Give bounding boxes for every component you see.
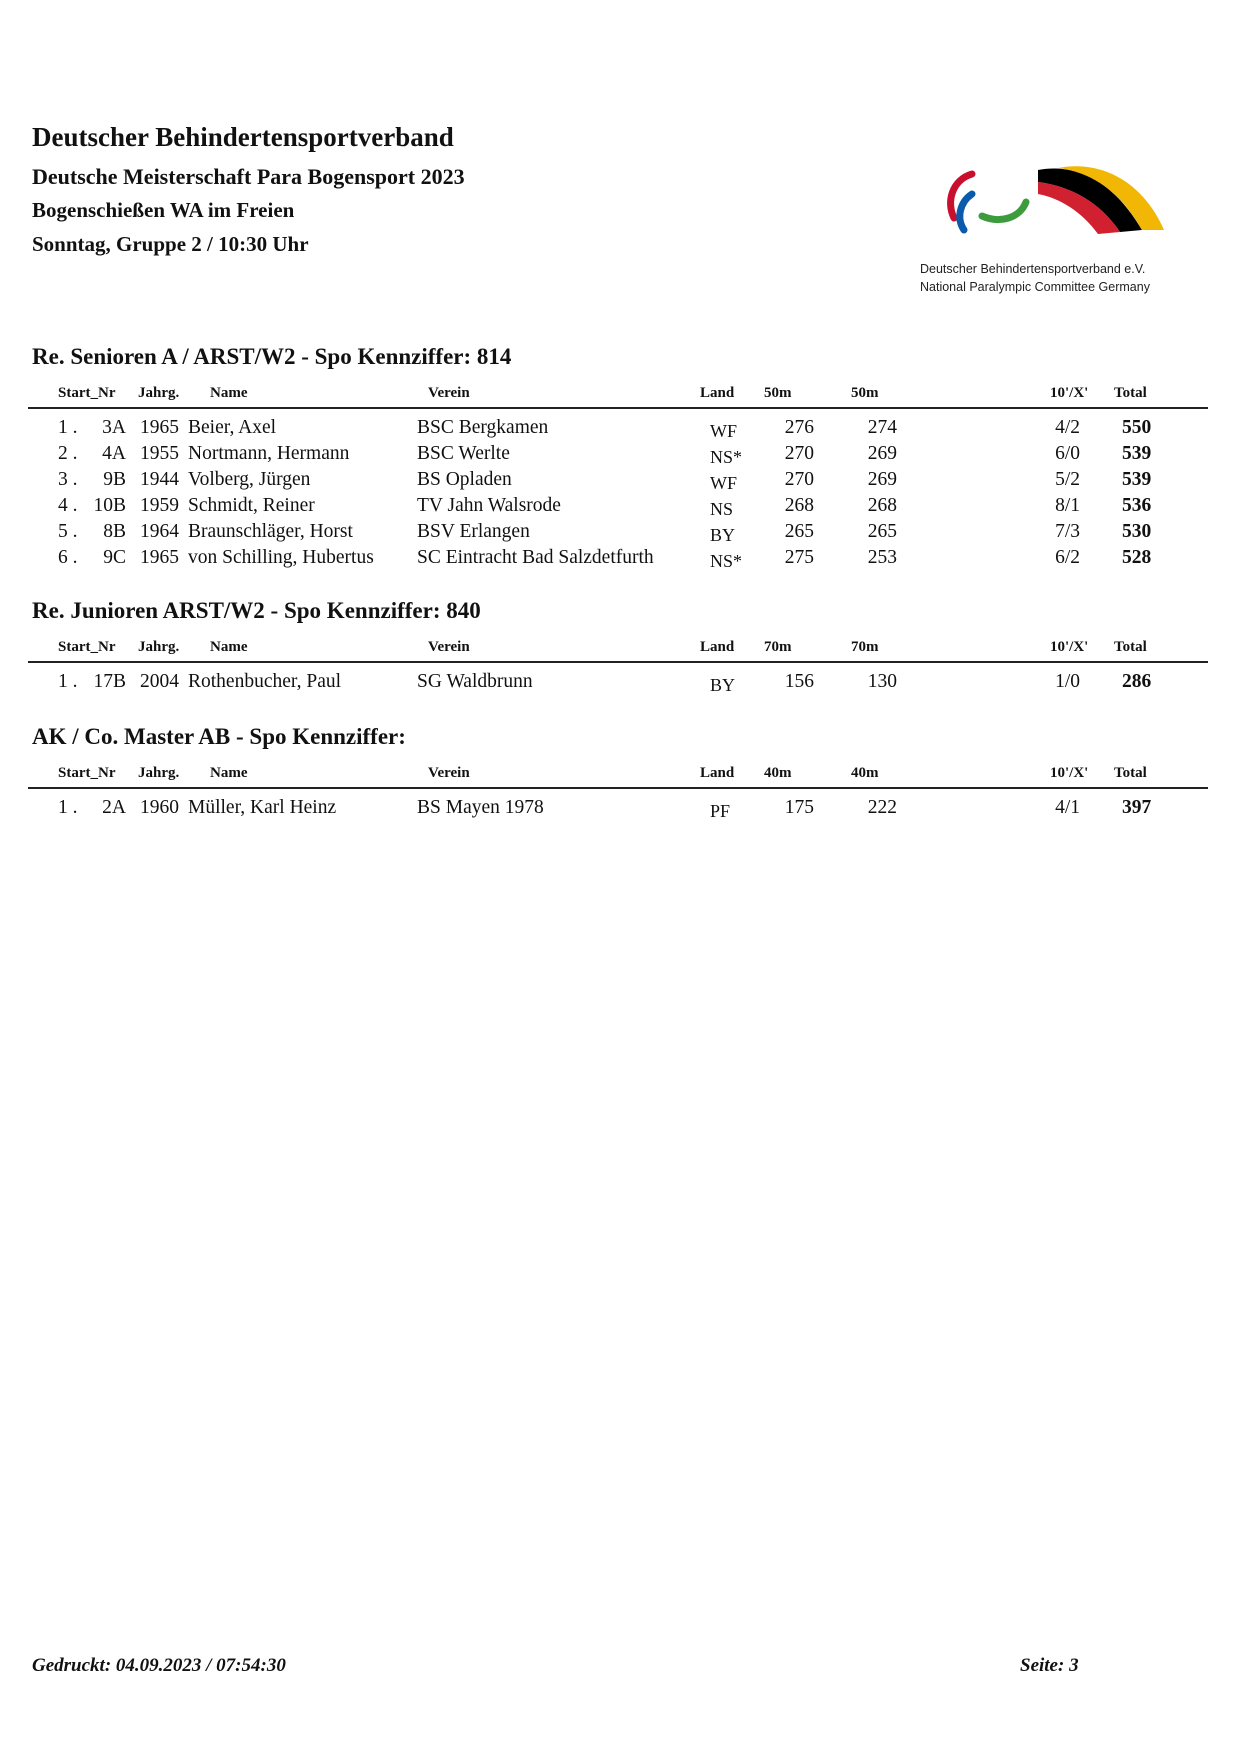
col-distance-1: 50m: [764, 385, 792, 401]
score-distance-1: 270: [784, 443, 814, 464]
col-land: Land: [700, 639, 735, 655]
result-row: [0, 547, 1240, 573]
athlete-name: Müller, Karl Heinz: [188, 797, 337, 818]
birth-year: 2004: [140, 671, 179, 692]
col-verein: Verein: [428, 639, 470, 655]
birth-year: 1964: [140, 521, 179, 542]
col-jahrg: Jahrg.: [138, 385, 180, 401]
region: BY: [710, 525, 736, 545]
tens-x-count: 8/1: [1055, 495, 1080, 516]
col-start: Start_Nr: [58, 385, 116, 401]
result-row: [0, 495, 1240, 521]
tens-x-count: 4/2: [1055, 417, 1080, 438]
total-score: 550: [1122, 417, 1152, 438]
total-score: 536: [1122, 495, 1152, 516]
birth-year: 1965: [140, 547, 179, 568]
section-title: Re. Junioren ARST/W2 - Spo Kennziffer: 840: [32, 598, 481, 623]
rank: 1 .: [58, 797, 78, 818]
printed-timestamp: Gedruckt: 04.09.2023 / 07:54:30: [32, 1655, 286, 1676]
col-total: Total: [1114, 385, 1147, 401]
start-number: 17B: [93, 671, 126, 692]
col-start: Start_Nr: [58, 765, 116, 781]
start-number: 4A: [102, 443, 126, 464]
tens-x-count: 6/0: [1055, 443, 1080, 464]
club: BS Opladen: [417, 469, 512, 490]
col-verein: Verein: [428, 765, 470, 781]
organization-title: Deutscher Behindertensportverband: [32, 122, 454, 152]
result-row: [0, 671, 1240, 697]
rank: 2 .: [58, 443, 78, 464]
region: BY: [710, 675, 736, 695]
col-name: Name: [210, 639, 248, 655]
start-number: 9C: [103, 547, 126, 568]
col-tens-x: 10'/X': [1050, 385, 1089, 401]
score-distance-2: 269: [867, 469, 897, 490]
score-distance-1: 275: [784, 547, 814, 568]
session-title: Sonntag, Gruppe 2 / 10:30 Uhr: [32, 232, 309, 256]
page-number: Seite: 3: [1020, 1655, 1079, 1676]
region: NS: [710, 499, 734, 519]
rank: 3 .: [58, 469, 78, 490]
score-distance-1: 276: [784, 417, 814, 438]
section-title: Re. Senioren A / ARST/W2 - Spo Kennziffer: 814: [32, 344, 512, 369]
score-distance-1: 265: [784, 521, 814, 542]
col-distance-2: 40m: [851, 765, 879, 781]
club: TV Jahn Walsrode: [417, 495, 561, 516]
header-rule: [28, 787, 1208, 789]
tens-x-count: 7/3: [1055, 521, 1080, 542]
athlete-name: Schmidt, Reiner: [188, 495, 315, 516]
rank: 6 .: [58, 547, 78, 568]
col-name: Name: [210, 385, 248, 401]
region: WF: [710, 421, 737, 441]
region: WF: [710, 473, 737, 493]
col-land: Land: [700, 765, 735, 781]
dbs-logo: [920, 160, 1180, 300]
tens-x-count: 5/2: [1055, 469, 1080, 490]
club: BSC Werlte: [417, 443, 510, 464]
rank: 5 .: [58, 521, 78, 542]
start-number: 2A: [102, 797, 126, 818]
region: NS*: [710, 551, 743, 571]
col-total: Total: [1114, 639, 1147, 655]
col-total: Total: [1114, 765, 1147, 781]
birth-year: 1960: [140, 797, 179, 818]
start-number: 8B: [103, 521, 126, 542]
club: SG Waldbrunn: [417, 671, 533, 692]
score-distance-1: 175: [784, 797, 814, 818]
col-distance-2: 50m: [851, 385, 879, 401]
col-jahrg: Jahrg.: [138, 639, 180, 655]
tens-x-count: 1/0: [1055, 671, 1080, 692]
birth-year: 1944: [140, 469, 179, 490]
total-score: 397: [1122, 797, 1152, 818]
tens-x-count: 4/1: [1055, 797, 1080, 818]
club: BSV Erlangen: [417, 521, 530, 542]
agitos-blue: [960, 194, 972, 230]
athlete-name: von Schilling, Hubertus: [188, 547, 374, 568]
start-number: 10B: [93, 495, 126, 516]
event-title: Deutsche Meisterschaft Para Bogensport 2023: [32, 164, 465, 189]
agitos-green: [982, 202, 1026, 220]
col-distance-1: 40m: [764, 765, 792, 781]
start-number: 9B: [103, 469, 126, 490]
total-score: 528: [1122, 547, 1152, 568]
result-row: [0, 797, 1240, 823]
total-score: 539: [1122, 443, 1152, 464]
rank: 1 .: [58, 671, 78, 692]
paralympic-agitos-icon: [920, 160, 1180, 260]
score-distance-1: 156: [784, 671, 814, 692]
section-title: AK / Co. Master AB - Spo Kennziffer:: [32, 724, 406, 749]
result-row: [0, 417, 1240, 443]
logo-caption-line1: Deutscher Behindertensportverband e.V.: [920, 262, 1146, 276]
result-row: [0, 469, 1240, 495]
score-distance-2: 269: [867, 443, 897, 464]
result-row: [0, 443, 1240, 469]
tens-x-count: 6/2: [1055, 547, 1080, 568]
club: BS Mayen 1978: [417, 797, 544, 818]
athlete-name: Volberg, Jürgen: [188, 469, 311, 490]
rank: 4 .: [58, 495, 78, 516]
result-row: [0, 521, 1240, 547]
score-distance-1: 268: [784, 495, 814, 516]
col-name: Name: [210, 765, 248, 781]
club: BSC Bergkamen: [417, 417, 549, 438]
col-tens-x: 10'/X': [1050, 639, 1089, 655]
birth-year: 1955: [140, 443, 179, 464]
score-distance-2: 274: [867, 417, 897, 438]
header-rule: [28, 661, 1208, 663]
score-distance-2: 130: [867, 671, 897, 692]
score-distance-2: 222: [867, 797, 897, 818]
discipline-title: Bogenschießen WA im Freien: [32, 198, 295, 222]
col-distance-1: 70m: [764, 639, 792, 655]
club: SC Eintracht Bad Salzdetfurth: [417, 547, 654, 568]
start-number: 3A: [102, 417, 126, 438]
birth-year: 1965: [140, 417, 179, 438]
header-rule: [28, 407, 1208, 409]
logo-caption-line2: National Paralympic Committee Germany: [920, 280, 1150, 294]
col-distance-2: 70m: [851, 639, 879, 655]
region: PF: [710, 801, 731, 821]
athlete-name: Nortmann, Hermann: [188, 443, 350, 464]
col-start: Start_Nr: [58, 639, 116, 655]
region: NS*: [710, 447, 743, 467]
score-distance-2: 265: [867, 521, 897, 542]
total-score: 539: [1122, 469, 1152, 490]
col-tens-x: 10'/X': [1050, 765, 1089, 781]
athlete-name: Beier, Axel: [188, 417, 277, 438]
athlete-name: Braunschläger, Horst: [188, 521, 353, 542]
total-score: 286: [1122, 671, 1152, 692]
col-verein: Verein: [428, 385, 470, 401]
col-jahrg: Jahrg.: [138, 765, 180, 781]
score-distance-1: 270: [784, 469, 814, 490]
birth-year: 1959: [140, 495, 179, 516]
total-score: 530: [1122, 521, 1152, 542]
rank: 1 .: [58, 417, 78, 438]
score-distance-2: 253: [867, 547, 897, 568]
col-land: Land: [700, 385, 735, 401]
athlete-name: Rothenbucher, Paul: [188, 671, 342, 692]
score-distance-2: 268: [867, 495, 897, 516]
